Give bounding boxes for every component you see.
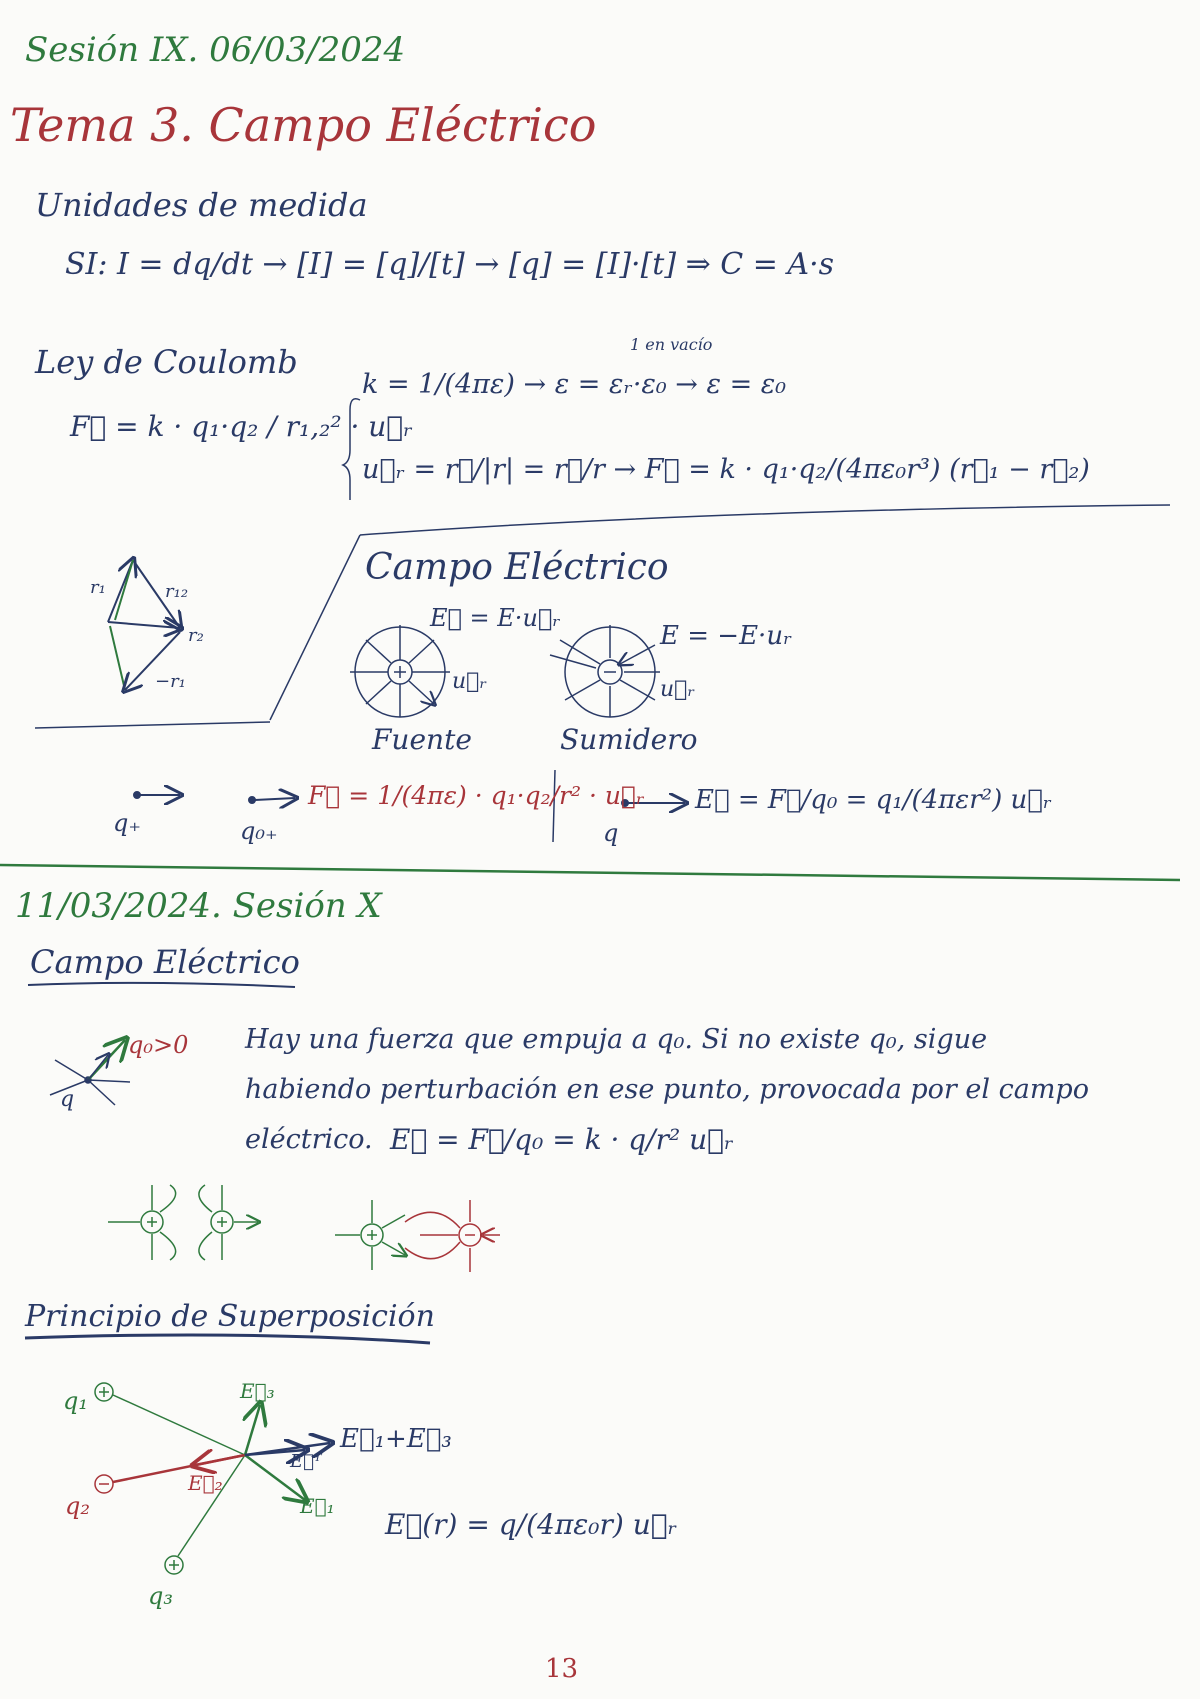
- dipole-sketches: [108, 1185, 500, 1272]
- q3-label: q₃: [148, 1582, 173, 1610]
- superposition-heading: Principio de Superposición: [25, 1299, 435, 1334]
- q-plus-label: q₊: [113, 809, 142, 837]
- field2-text-line1: Hay una fuerza que empuja a q₀. Si no existe q₀, sigue: [245, 1024, 988, 1055]
- coulomb-heading: Ley de Coulomb: [35, 343, 298, 381]
- divider-left: [35, 722, 270, 728]
- superposition-formula: E⃗(r) = q/(4πε₀r) u⃗ᵣ: [385, 1508, 678, 1541]
- page-number: 13: [545, 1654, 579, 1684]
- triangle-label-r1: r₁: [90, 577, 106, 598]
- e1-plus-e3-label: E⃗₁+E⃗₃: [340, 1424, 452, 1454]
- session-divider: [0, 865, 1180, 880]
- sink-field-drawing: [550, 625, 660, 717]
- source-formula: E⃗ = E·u⃗ᵣ: [430, 604, 561, 632]
- topic-title: [10, 100, 596, 151]
- sink-formula: E = −E·uᵣ: [660, 621, 793, 651]
- field-expression: E⃗ = F⃗/q₀ = q₁/(4πεr²) u⃗ᵣ: [695, 785, 1052, 815]
- q2-label: q₂: [65, 1492, 90, 1520]
- source-label: Fuente: [372, 723, 472, 756]
- et-label: E⃗ᵀ: [290, 1451, 322, 1472]
- divider-top: [360, 505, 1170, 535]
- sink-ur-label: u⃗ᵣ: [660, 677, 696, 702]
- source-field-drawing: [350, 625, 450, 717]
- field2-formula: E⃗ = F⃗/q₀ = k · q/r² u⃗ᵣ: [390, 1123, 734, 1156]
- field2-heading: Campo Eléctrico: [30, 943, 300, 981]
- underline-field2: [28, 983, 295, 987]
- vacuum-note: 1 en vacío: [630, 335, 713, 354]
- triangle-label-r12: r₁₂: [165, 581, 189, 602]
- triangle-label-neg-r1: −r₁: [155, 671, 186, 692]
- triangle-label-r2: r₂: [188, 625, 204, 646]
- underline-superposition: [25, 1335, 430, 1343]
- ur-relation: u⃗ᵣ = r⃗/|r| = r⃗/r → F⃗ = k · q₁·q₂/(4πε₀r³) (r⃗₁ − r⃗₂): [362, 454, 1090, 485]
- field2-q-label: q: [60, 1087, 75, 1112]
- field2-text-line3: eléctrico.: [245, 1124, 373, 1155]
- session-header-1: Sesión IX. 06/03/2024: [25, 30, 406, 70]
- session-header-2: 11/03/2024. Sesión X: [15, 886, 382, 926]
- e2-label: E⃗₂: [188, 1471, 223, 1495]
- q0-plus-label: q₀₊: [240, 817, 278, 845]
- force-expression: F⃗ = 1/(4πε) · q₁·q₂/r² · u⃗ᵣ: [308, 781, 645, 810]
- e3-label: E⃗₃: [240, 1379, 275, 1403]
- coulomb-force: F⃗ = k · q₁·q₂ / r₁,₂² · u⃗ᵣ: [70, 410, 413, 443]
- units-heading: Unidades de medida: [35, 186, 368, 224]
- units-formula: SI: I = dq/dt → [I] = [q]/[t] → [q] = [I]·[t] ⇒ C = A·s: [65, 247, 834, 282]
- e1-label: E⃗₁: [300, 1494, 335, 1518]
- q1-label: q₁: [63, 1387, 88, 1415]
- source-ur-label: u⃗ᵣ: [452, 669, 488, 694]
- k-relation: k = 1/(4πε) → ε = εᵣ·ε₀ → ε = ε₀: [362, 369, 787, 400]
- q0-condition: q₀>0: [128, 1031, 189, 1059]
- field-box-heading: Campo Eléctrico: [365, 547, 669, 588]
- divider-slant: [270, 535, 360, 720]
- field2-text-line2: habiendo perturbación en ese punto, provocada por el campo: [245, 1074, 1089, 1105]
- topic-title-text: Tema 3. Campo Eléctrico: [10, 98, 597, 152]
- q-label: q: [603, 819, 619, 847]
- sink-label: Sumidero: [560, 723, 698, 756]
